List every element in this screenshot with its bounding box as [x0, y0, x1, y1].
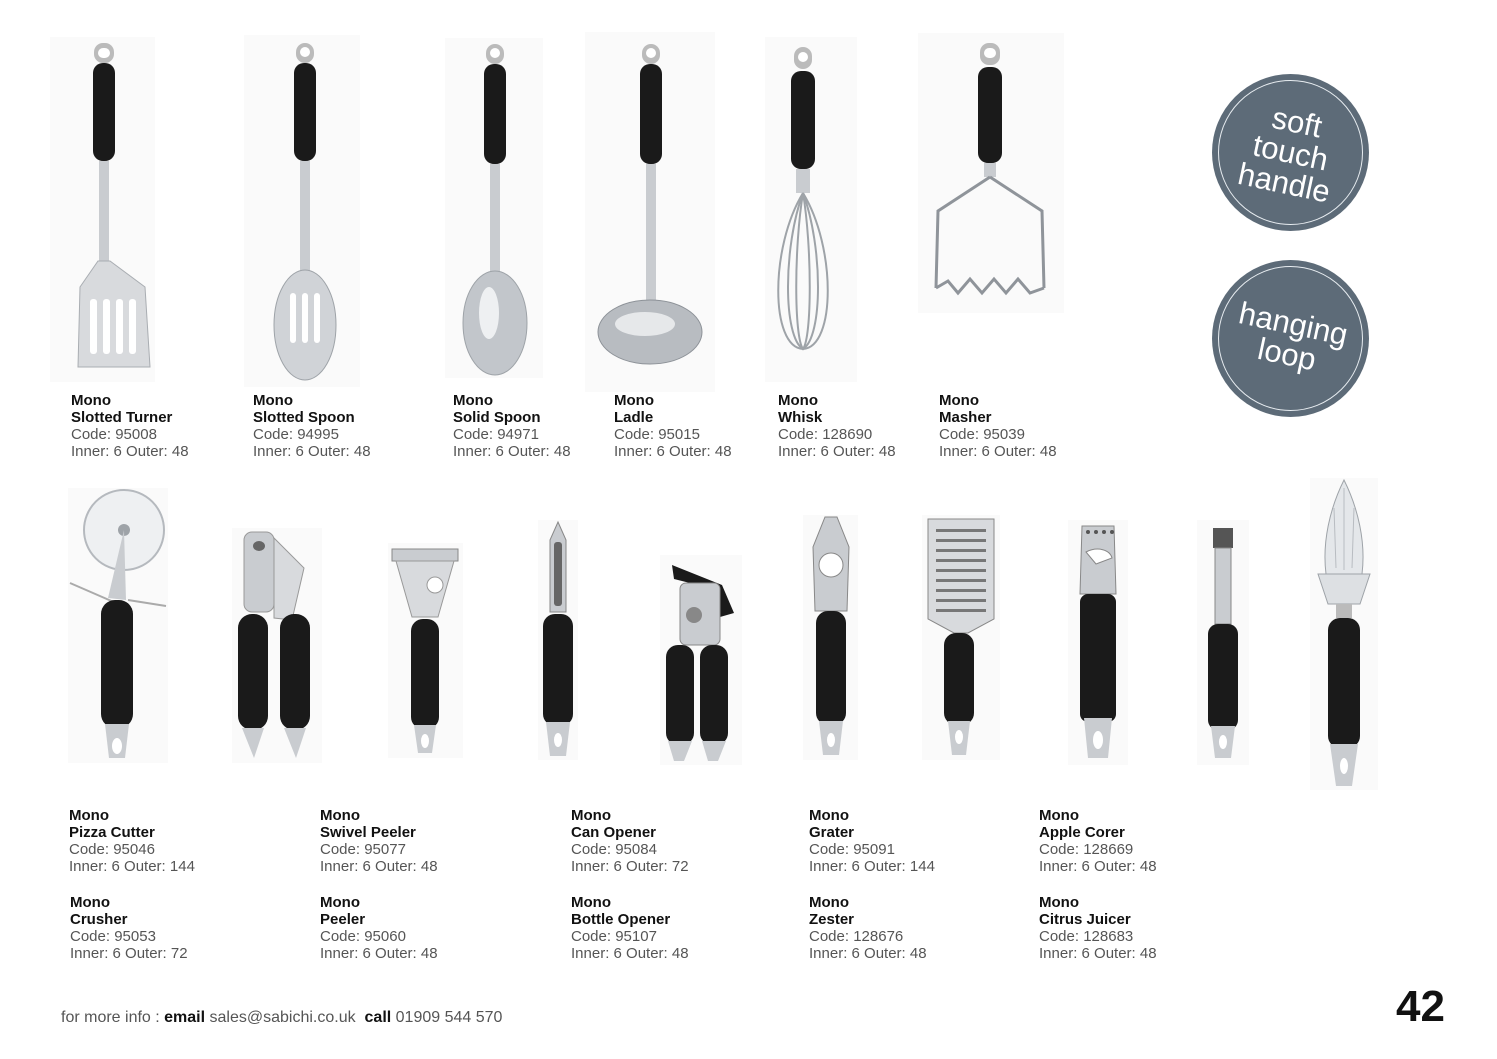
product-code: Code: 95039: [939, 426, 1025, 443]
product-brand: Mono: [453, 392, 493, 409]
slotted-spoon-photo: [244, 35, 360, 387]
product-code: Code: 128690: [778, 426, 873, 443]
swivel-peeler-photo: [388, 543, 463, 758]
product-bottle-opener: [571, 894, 689, 962]
product-code: Code: 95015: [614, 426, 700, 443]
product-code: Code: 95008: [71, 426, 157, 443]
product-masher: [939, 392, 1057, 460]
pizza-cutter-photo: [68, 488, 168, 763]
product-code: Code: 128676: [809, 928, 904, 945]
product-pack: Inner: 6 Outer: 48: [778, 443, 896, 460]
product-code: Code: 94995: [253, 426, 339, 443]
product-brand: Mono: [571, 894, 611, 911]
apple-corer-photo: [1197, 520, 1249, 765]
product-name: Grater: [809, 824, 855, 841]
product-brand: Mono: [571, 807, 611, 824]
product-brand: Mono: [778, 392, 818, 409]
whisk-photo: [765, 37, 857, 382]
footer-prefix: for more info :: [61, 1009, 165, 1026]
product-name: Solid Spoon: [453, 409, 541, 426]
product-pack: Inner: 6 Outer: 48: [320, 858, 438, 875]
product-peeler: [320, 894, 438, 962]
badge-text: soft touch handle: [1234, 99, 1334, 210]
product-pack: Inner: 6 Outer: 48: [1039, 945, 1157, 962]
zester-photo: [1068, 520, 1128, 765]
product-pack: Inner: 6 Outer: 144: [69, 858, 195, 875]
email-address-link[interactable]: sales@sabichi.co.uk: [209, 1009, 356, 1026]
product-brand: Mono: [1039, 894, 1079, 911]
product-brand: Mono: [253, 392, 293, 409]
product-name: Masher: [939, 409, 992, 426]
product-name: Slotted Turner: [71, 409, 173, 426]
product-name: Citrus Juicer: [1039, 911, 1131, 928]
product-name: Crusher: [70, 911, 128, 928]
product-pack: Inner: 6 Outer: 48: [253, 443, 371, 460]
product-brand: Mono: [809, 894, 849, 911]
product-pack: Inner: 6 Outer: 48: [809, 945, 927, 962]
product-name: Whisk: [778, 409, 823, 426]
product-code: Code: 128669: [1039, 841, 1134, 858]
product-pack: Inner: 6 Outer: 48: [1039, 858, 1157, 875]
product-code: Code: 95060: [320, 928, 406, 945]
product-can-opener: [571, 807, 689, 875]
product-pack: Inner: 6 Outer: 48: [320, 945, 438, 962]
badge-text: hanging loop: [1236, 294, 1352, 377]
product-pack: Inner: 6 Outer: 72: [70, 945, 188, 962]
product-brand: Mono: [614, 392, 654, 409]
hanging-loop-badge: [1212, 260, 1369, 417]
product-grater: [809, 807, 935, 875]
call-label: call: [364, 1009, 392, 1026]
phone-number: 01909 544 570: [395, 1009, 503, 1026]
product-brand: Mono: [320, 807, 360, 824]
solid-spoon-photo: [445, 38, 543, 378]
product-name: Bottle Opener: [571, 911, 671, 928]
bottle-opener-photo: [803, 515, 858, 760]
product-code: Code: 95084: [571, 841, 657, 858]
product-slotted-spoon: [253, 392, 371, 460]
product-name: Can Opener: [571, 824, 657, 841]
grater-photo: [922, 515, 1000, 760]
product-code: Code: 95091: [809, 841, 895, 858]
product-code: Code: 95053: [70, 928, 156, 945]
crusher-photo: [232, 528, 322, 763]
product-pizza-cutter: [69, 807, 195, 875]
product-pack: Inner: 6 Outer: 48: [453, 443, 571, 460]
product-slotted-turner: [71, 392, 189, 460]
product-apple-corer: [1039, 807, 1157, 875]
product-pack: Inner: 6 Outer: 48: [571, 945, 689, 962]
contact-footer: [61, 1009, 502, 1027]
can-opener-photo: [660, 555, 742, 765]
soft-touch-handle-badge: [1212, 74, 1369, 231]
product-whisk: [778, 392, 896, 460]
masher-photo: [918, 33, 1064, 313]
product-pack: Inner: 6 Outer: 48: [614, 443, 732, 460]
product-code: Code: 95046: [69, 841, 155, 858]
product-code: Code: 128683: [1039, 928, 1134, 945]
citrus-juicer-photo: [1310, 478, 1378, 790]
product-brand: Mono: [69, 807, 109, 824]
product-citrus-juicer: [1039, 894, 1157, 962]
product-pack: Inner: 6 Outer: 144: [809, 858, 935, 875]
product-pack: Inner: 6 Outer: 48: [71, 443, 189, 460]
product-brand: Mono: [71, 392, 111, 409]
product-ladle: [614, 392, 732, 460]
product-brand: Mono: [1039, 807, 1079, 824]
email-label: email: [164, 1009, 206, 1026]
product-brand: Mono: [809, 807, 849, 824]
product-swivel-peeler: [320, 807, 438, 875]
product-name: Apple Corer: [1039, 824, 1125, 841]
peeler-photo: [538, 520, 578, 760]
product-code: Code: 95107: [571, 928, 657, 945]
product-brand: Mono: [70, 894, 110, 911]
product-brand: Mono: [320, 894, 360, 911]
product-solid-spoon: [453, 392, 571, 460]
product-code: Code: 95077: [320, 841, 406, 858]
product-pack: Inner: 6 Outer: 72: [571, 858, 689, 875]
page-number: 42: [1396, 982, 1445, 1031]
product-name: Ladle: [614, 409, 654, 426]
ladle-photo: [585, 32, 715, 392]
slotted-turner-photo: [50, 37, 155, 382]
product-crusher: [70, 894, 188, 962]
product-name: Swivel Peeler: [320, 824, 416, 841]
product-name: Slotted Spoon: [253, 409, 355, 426]
product-name: Pizza Cutter: [69, 824, 155, 841]
product-brand: Mono: [939, 392, 979, 409]
product-zester: [809, 894, 927, 962]
product-pack: Inner: 6 Outer: 48: [939, 443, 1057, 460]
product-name: Zester: [809, 911, 855, 928]
product-name: Peeler: [320, 911, 366, 928]
product-code: Code: 94971: [453, 426, 539, 443]
